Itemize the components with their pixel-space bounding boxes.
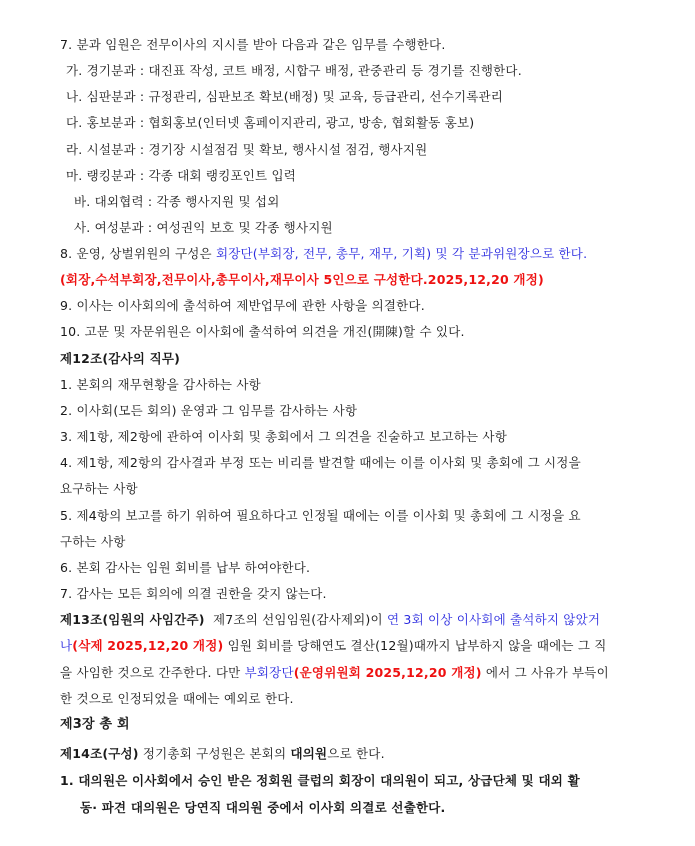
article-12-item-1: 1. 본회의 재무현황을 감사하는 사항 (60, 377, 261, 392)
article-12-item-4: 4. 제1항, 제2항의 감사결과 부정 또는 비리를 발견할 때에는 이를 이사회 및 총회에 그 시정을 (60, 455, 581, 470)
article-12-item-5: 5. 제4항의 보고를 하기 위하여 필요하다고 인정될 때에는 이를 이사회 및 총회에 그 시정을 요 (60, 508, 581, 523)
article-13-line-2 (60, 637, 607, 655)
article-13-heading: 제13조(임원의 사임간주) (60, 612, 205, 627)
item-ra: 라. 시설분과 : 경기장 시설점검 및 확보, 행사시설 점검, 행사지원 (66, 142, 428, 157)
clause-8-highlight: 회장단(부회장, 전무, 총무, 재무, 기획) 및 각 분과위원장으로 한다. (215, 246, 588, 261)
article-13-text-3: 을 사임한 것으로 간주한다. 다만 (60, 665, 245, 680)
article-13-text-4: 에서 그 사유가 부득이 (481, 665, 609, 680)
article-13-highlight-end: 나 (60, 638, 73, 653)
article-13-line-4: 한 것으로 인정되었을 때에는 예외로 한다. (60, 691, 294, 706)
delegate-term: 대의원 (290, 746, 328, 761)
article-12-item-3: 3. 제1항, 제2항에 관하여 이사회 및 총회에서 그 의견을 진술하고 보고하는 사항 (60, 429, 507, 444)
article-12-item-2: 2. 이사회(모든 회의) 운영과 그 임무를 감사하는 사항 (60, 403, 358, 418)
article-14-text-end: 으로 한다. (327, 746, 385, 761)
item-na: 나. 심판분과 : 규정관리, 심판보조 확보(배정) 및 교육, 등급관리, 선수기록관리 (66, 89, 504, 104)
clause-7: 7. 분과 임원은 전무이사의 지시를 받아 다음과 같은 임무를 수행한다. (60, 37, 446, 52)
item-sa: 사. 여성분과 : 여성권익 보호 및 각종 행사지원 (74, 220, 333, 235)
article-13-highlight: 연 3회 이상 이사회에 출석하지 않았거 (386, 612, 601, 627)
article-14-heading: 제14조(구성) (60, 746, 139, 761)
item-ga: 가. 경기분과 : 대진표 작성, 코트 배정, 시합구 배정, 관중관리 등 경기를 진행한다. (66, 63, 522, 78)
article-13-text: 제7조의 선임임원(감사제외)이 (204, 612, 387, 627)
article-13 (60, 611, 600, 629)
article-12-item-6: 6. 본회 감사는 임원 회비를 납부 하여야한다. (60, 560, 311, 575)
article-13-line-3 (60, 664, 609, 682)
article-14 (60, 745, 385, 763)
article-12-item-5-cont: 구하는 사항 (60, 534, 126, 549)
item-ba: 바. 대외협력 : 각종 행사지원 및 섭외 (74, 194, 280, 209)
article-12-item-4-cont: 요구하는 사항 (60, 481, 138, 496)
article-13-text-2: 임원 회비를 당해연도 결산(12월)때까지 납부하지 않을 때에는 그 직 (223, 638, 607, 653)
chapter-3-heading: 제3장 총 회 (60, 717, 130, 732)
clause-8 (60, 245, 587, 263)
article-12-heading: 제12조(감사의 직무) (60, 351, 181, 366)
clause-8-text: 8. 운영, 상벌위원의 구성은 (60, 246, 216, 261)
item-da: 다. 홍보분과 : 협회홍보(인터넷 홈페이지관리, 광고, 방송, 협회활동 홍보) (66, 115, 475, 130)
item-ma: 마. 랭킹분과 : 각종 대회 랭킹포인트 입력 (66, 168, 297, 183)
committee-note: (운영위원회 2025,12,20 개정) (293, 665, 482, 680)
article-12-item-7: 7. 감사는 모든 회의에 의결 권한을 갖지 않는다. (60, 586, 327, 601)
amendment-note: (회장,수석부회장,전무이사,총무이사,재무이사 5인으로 구성한다.2025,12,20 개정) (60, 272, 544, 287)
clause-10: 10. 고문 및 자문위원은 이사회에 출석하여 의견을 개진(開陳)할 수 있다. (60, 324, 465, 339)
deletion-note: (삭제 2025,12,20 개정) (72, 638, 224, 653)
article-14-item-1-cont: 동· 파견 대의원은 당연직 대의원 중에서 이사회 의결로 선출한다. (80, 800, 446, 815)
clause-9: 9. 이사는 이사회의에 출석하여 제반업무에 관한 사항을 의결한다. (60, 298, 425, 313)
article-14-text: 정기총회 구성원은 본회의 (138, 746, 291, 761)
article-14-item-1: 1. 대의원은 이사회에서 승인 받은 정회원 클럽의 회장이 대의원이 되고, 상급단체 및 대외 활 (60, 773, 580, 788)
vice-president-group: 부회장단 (244, 665, 294, 680)
